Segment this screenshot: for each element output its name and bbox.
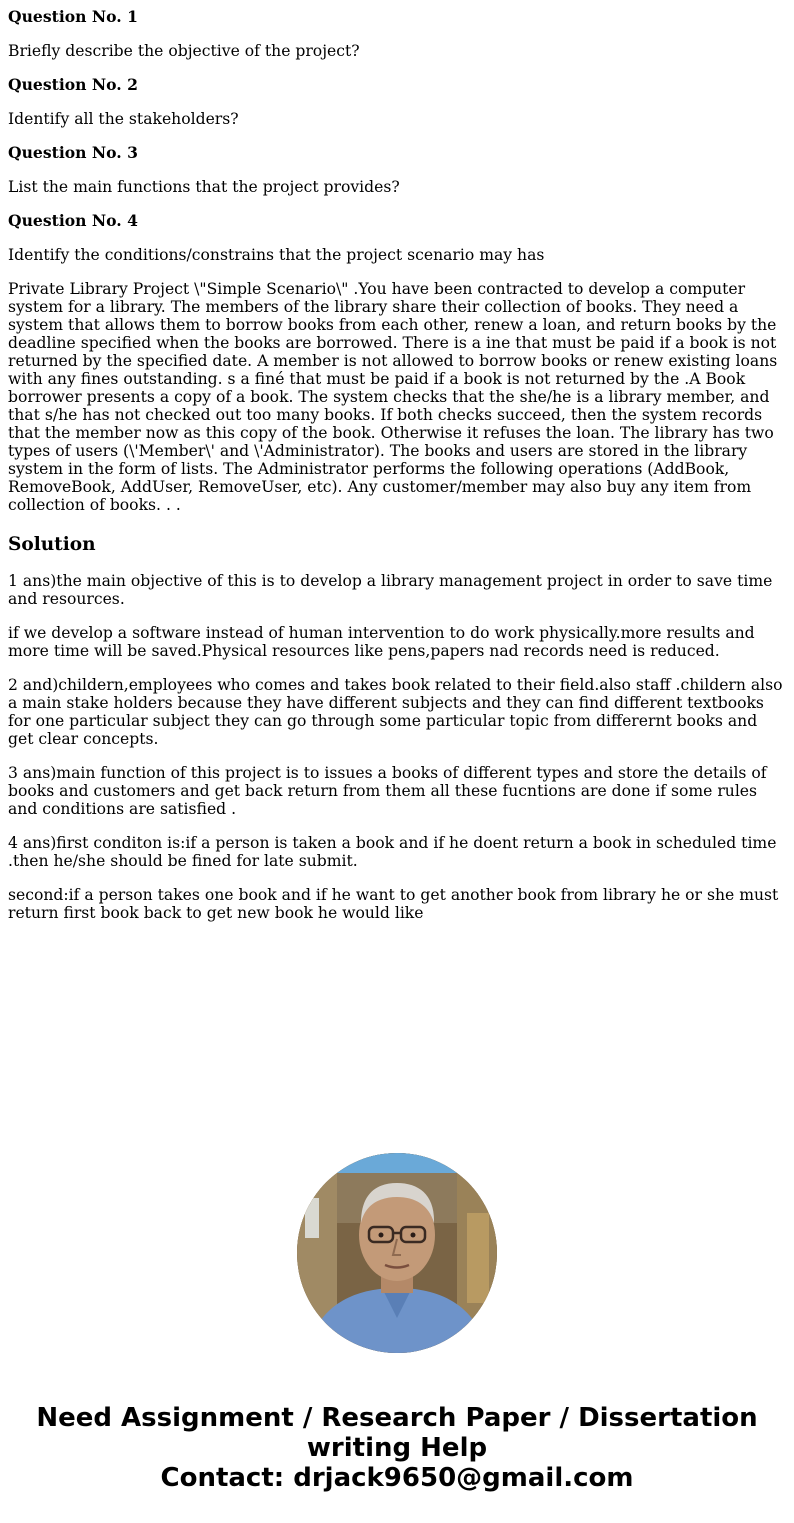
question-4-title: Question No. 4 xyxy=(8,211,139,230)
answer-1-continued: if we develop a software instead of human intervention to do work physically.more results and more time will be saved.Physical resources like pens,papers nad records need is reduced. xyxy=(8,624,755,660)
question-4-text: Identify the conditions/constrains that the project scenario may has xyxy=(8,246,545,264)
answer-4: 4 ans)first conditon is:if a person is taken a book and if he doent return a book in scheduled time .then he/she should be fined for late submit. xyxy=(8,834,777,870)
answer-1: 1 ans)the main objective of this is to develop a library management project in order to save time and resources. xyxy=(8,572,773,608)
answer-2: 2 and)childern,employees who comes and takes book related to their field.also staff .childern also a main stake holders because they have different subjects and they can find different textbooks for one particular subject they can go through some particular topic from differernt books and get clear concepts. xyxy=(8,676,783,748)
question-2-title: Question No. 2 xyxy=(8,75,139,94)
banner-contact-email[interactable]: Contact: drjack9650@gmail.com xyxy=(160,1463,634,1493)
answer-4-second: second:if a person takes one book and if he want to get another book from library he or she must return first book back to get new book he would like xyxy=(8,886,779,922)
project-scenario: Private Library Project \"Simple Scenario\" .You have been contracted to develop a computer system for a library. The members of the library share their collection of books. They need a system that allows them to borrow books from each other, renew a loan, and return books by the deadline specified when the books are borrowed. There is a ine that must be paid if a book is not returned by the specified date. A member is not allowed to borrow books or renew existing loans with any fines outstanding. s a finé that must be paid if a book is not returned by the .A Book borrower presents a copy of a book. The system checks that the she/he is a library member, and that s/he has not checked out too many books. If both checks succeed, then the system records that the member now as this copy of the book. Otherwise it refuses the loan. The library has two types of users (\'Member\' and \'Administrator). The books and users are stored in the library system in the form of lists. The Administrator performs the following operations (AddBook, RemoveBook, AddUser, RemoveUser, etc). Any customer/member may also buy any item from collection of books. . . xyxy=(8,280,778,514)
solution-heading: Solution xyxy=(8,534,96,555)
banner-line-2: writing Help xyxy=(306,1433,488,1463)
question-1-title: Question No. 1 xyxy=(8,7,139,26)
question-1-text: Briefly describe the objective of the project? xyxy=(8,42,360,60)
banner-line-1: Need Assignment / Research Paper / Dissertation xyxy=(36,1403,758,1433)
document-body xyxy=(8,8,786,938)
question-2-text: Identify all the stakeholders? xyxy=(8,110,239,128)
contact-banner xyxy=(0,1403,794,1493)
question-3-title: Question No. 3 xyxy=(8,143,139,162)
question-3-text: List the main functions that the project provides? xyxy=(8,178,400,196)
author-avatar xyxy=(297,1153,497,1353)
answer-3: 3 ans)main function of this project is to issues a books of different types and store the details of books and customers and get back return from them all these fucntions are done if some rules and conditions are satisfied . xyxy=(8,764,767,818)
